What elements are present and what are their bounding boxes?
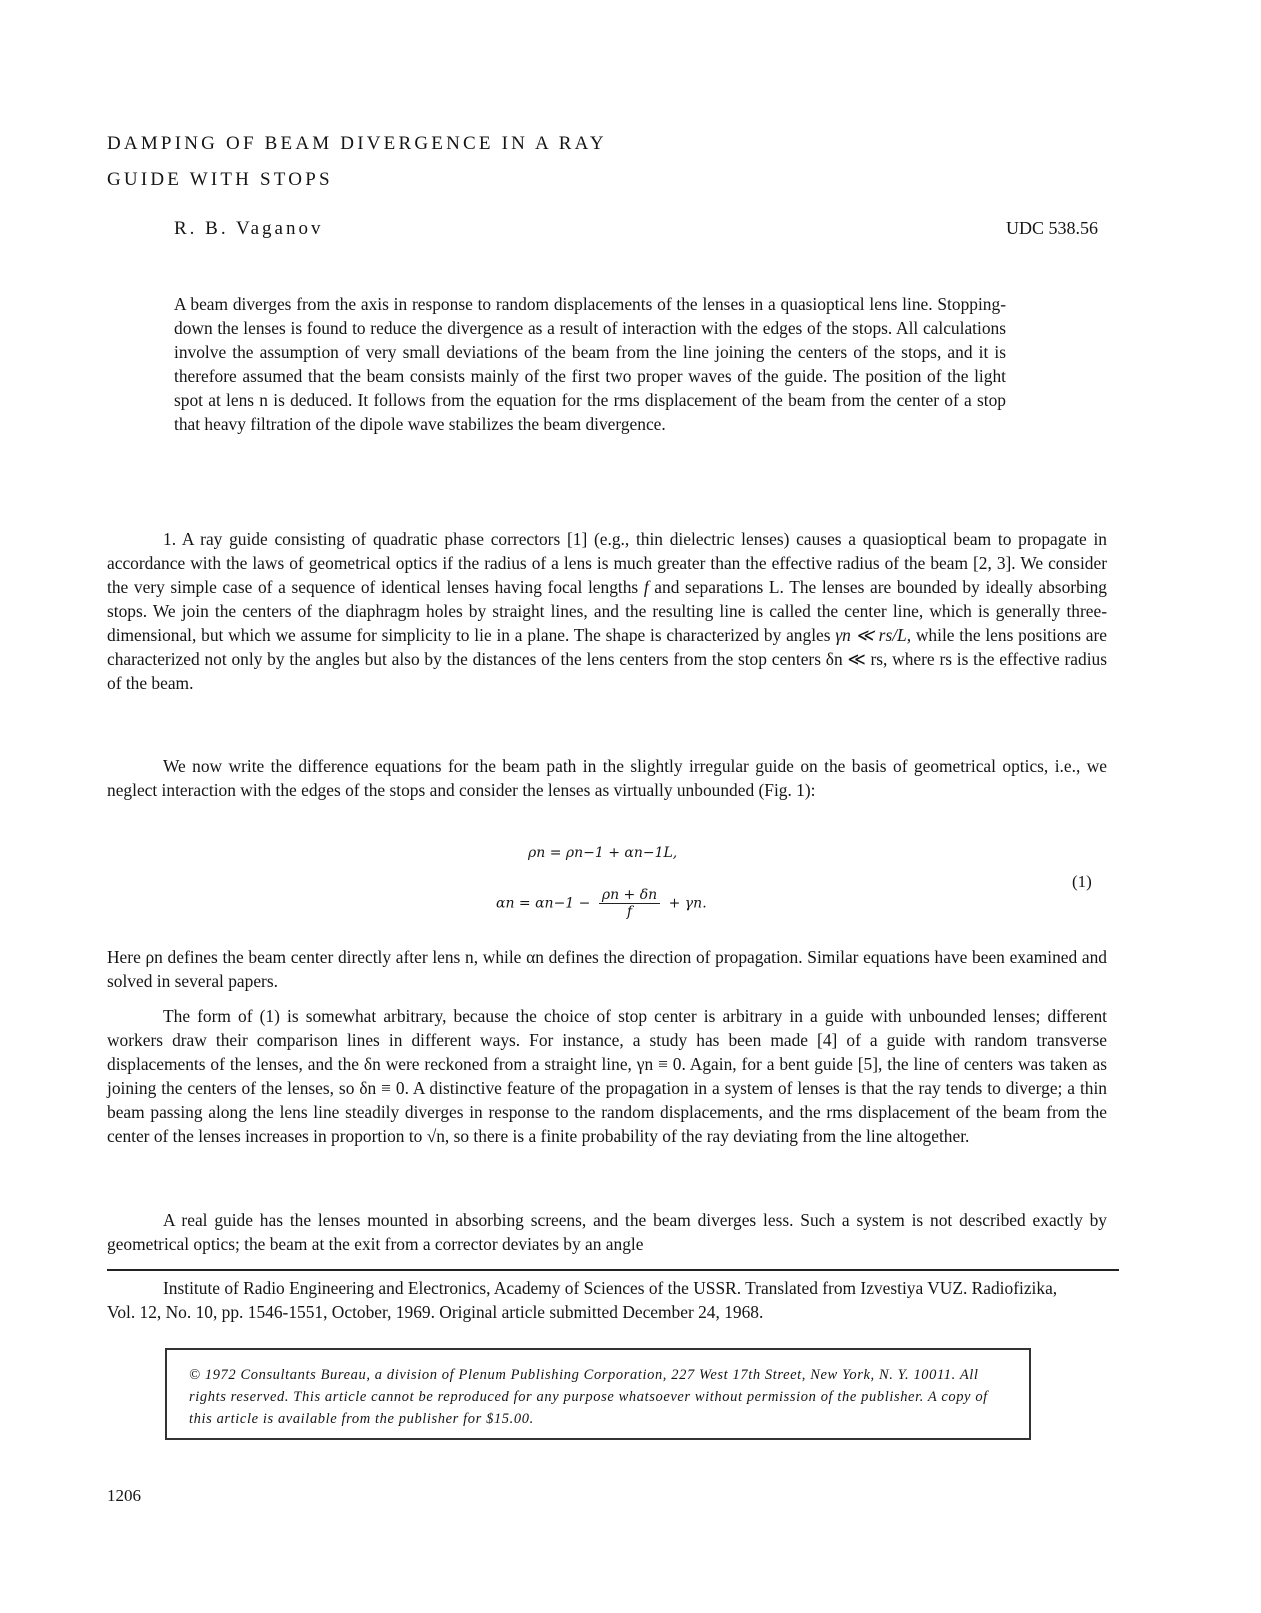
delta-condition: δn ≪ rs, xyxy=(825,649,888,669)
copyright-box xyxy=(165,1348,1031,1440)
equation-row-2-left: αn = αn−1 − xyxy=(496,895,591,912)
abstract: A beam diverges from the axis in response to random displacements of the lenses in a quasioptical lens line. Stopping-down the lenses is found to reduce the divergence as a result of interaction with the edges of the stops. All calculations involve the assumption of very small deviations of the beam from the line joining the centers of the stops, and it is therefore assumed that the beam consists mainly of the first two proper waves of the guide. The position of the light spot at lens n is deduced. It follows from the equation for the rms displacement of the beam from the center of a stop that heavy filtration of the dipole wave stabilizes the beam divergence. xyxy=(174,294,1006,434)
fraction-denominator: f xyxy=(626,904,633,920)
equation-number: (1) xyxy=(1072,872,1092,891)
copyright-notice: © 1972 Consultants Bureau, a division of Plenum Publishing Corporation, 227 West 17th Street, New York, N. Y. 10011. All rights reserved. This article cannot be reproduced for any purpose whatsoever without permission of the publisher. A copy of this article is available from the publisher for $15.00. xyxy=(189,1367,988,1427)
page-number: 1206 xyxy=(107,1486,141,1505)
title-line-2: GUIDE WITH STOPS xyxy=(107,169,333,190)
gamma-condition: γn ≪ rs/L, xyxy=(835,625,912,645)
footnote-divider xyxy=(107,1269,1119,1271)
equation-1 xyxy=(470,845,770,920)
equation-row-2 xyxy=(496,887,707,920)
udc-code: UDC 538.56 xyxy=(1006,218,1099,238)
title-line-1: DAMPING OF BEAM DIVERGENCE IN A RAY xyxy=(107,133,607,154)
paragraph-4: The form of (1) is somewhat arbitrary, because the choice of stop center is arbitrary in a guide with unbounded lenses; different workers draw their comparison lines in different ways. For instance, a study has been made [4] of a guide with random transverse displacements of the lenses, and the δn were reckoned from a straight line, γn ≡ 0. Again, for a bent guide [5], the line of centers was taken as joining the centers of the lenses, so δn ≡ 0. A distinctive feature of the propagation in a system of lenses is that the ray tends to diverge; a thin beam passing along the lens line steadily diverges in response to the random displacements, and the rms displacement of the beam from the center of the lenses increases in proportion to √n, so there is a finite probability of the ray deviating from the line altogether. xyxy=(107,1006,1107,1146)
equation-row-2-right: + γn. xyxy=(668,895,707,912)
paragraph-3: Here ρn defines the beam center directly after lens n, while αn defines the direction of propagation. Similar equations have been examined and solved in several papers. xyxy=(107,947,1107,991)
equation-row-1: ρn = ρn−1 + αn−1L, xyxy=(528,845,678,861)
p1-text-c: while the lens positions are characterized not only by the angles but also by the distances of the lens centers from the stop centers xyxy=(107,625,1108,669)
paragraph-1 xyxy=(107,527,1107,695)
p1-text-b: and separations L. The lenses are bounded by ideally absorbing stops. We join the centers of the diaphragm holes by straight lines, and the resulting line is called the center line, which is generally three-dimensional, but which we assume for simplicity to lie in a plane. The shape is characterized by angles xyxy=(107,577,1107,645)
focal-length-symbol: f xyxy=(643,577,649,597)
equation-fraction xyxy=(599,887,660,920)
paragraph-5: A real guide has the lenses mounted in absorbing screens, and the beam diverges less. Such a system is not described exactly by geometrical optics; the beam at the exit from a corrector deviates by an angle xyxy=(107,1210,1107,1254)
affiliation-footnote xyxy=(107,1276,1087,1324)
affiliation-text: Institute of Radio Engineering and Electronics, Academy of Sciences of the USSR. Translated from Izvestiya VUZ. Radiofizika, Vol. 12, No. 10, pp. 1546-1551, October, 1969. Original article submitted December 24, 1968. xyxy=(107,1278,1058,1322)
paragraph-2: We now write the difference equations for the beam path in the slightly irregular guide on the basis of geometrical optics, i.e., we neglect interaction with the edges of the stops and consider the lenses as virtually unbounded (Fig. 1): xyxy=(107,756,1107,800)
p1-text-d: where rs is the effective radius of the beam. xyxy=(107,649,1108,693)
p1-text-a: 1. A ray guide consisting of quadratic phase correctors [1] (e.g., thin dielectric lenses) causes a quasioptical beam to propagate in accordance with the laws of geometrical optics if the radius of a lens is much greater than the effective radius of the beam [2, 3]. We consider the very simple case of a sequence of identical lenses having focal lengths xyxy=(107,529,1107,597)
author: R. B. Vaganov xyxy=(174,218,324,239)
fraction-numerator: ρn + δn xyxy=(599,887,660,904)
